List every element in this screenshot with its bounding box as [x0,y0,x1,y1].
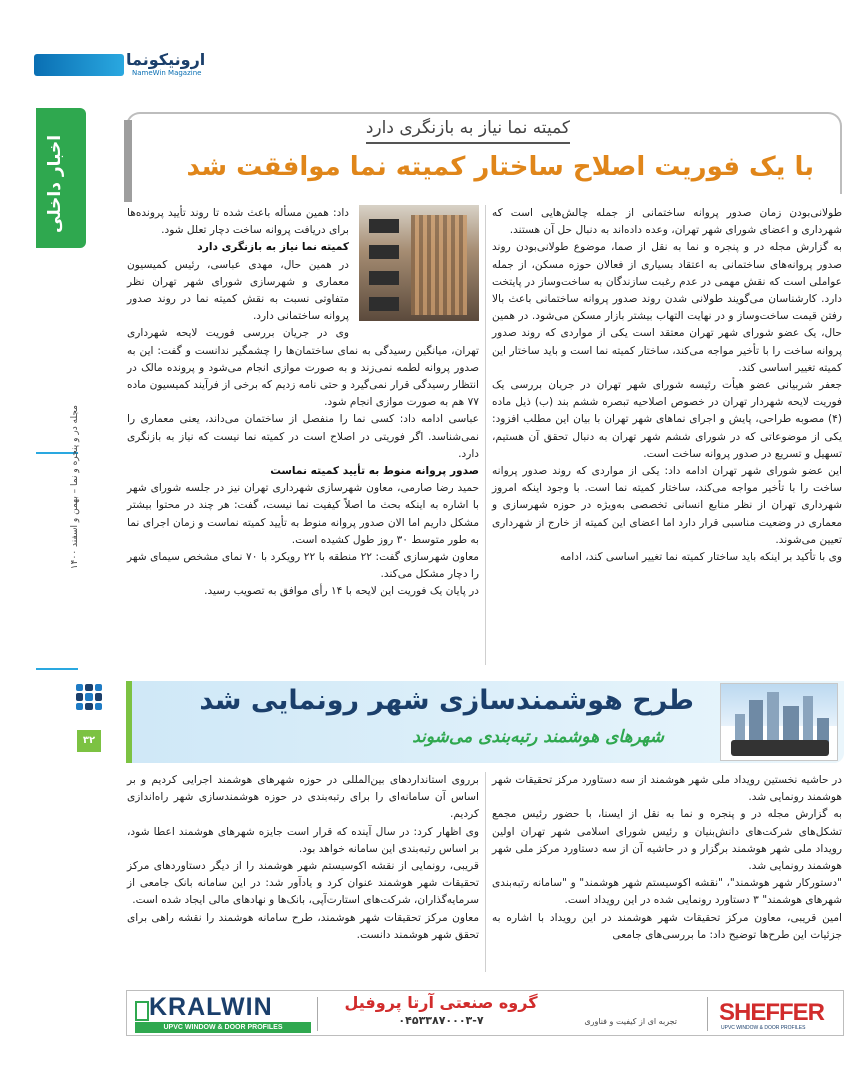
paragraph: در پایان یک فوریت این لایحه با ۱۴ رأی موافق به تصویب رسید. [204,585,479,598]
ad-group-info [323,993,559,1027]
logo-mark [34,54,124,76]
sheffer-logo [719,997,835,1031]
paragraph: جعفر شربیانی عضو هیأت رئیسه شورای شهر تهران در جریان بررسی یک فوریت لایحه شهردار تهران در خصوص اصلاحیه تبصره ششم بند (ب) ذیل ماده (۴) مصوبه طراحی، پایش و اجرای نماهای شهر تهران با بیان این مطلب افزود: یکی از موضوعاتی که در شورای ششم شهر تهران به دنبال تحقق آن هستیم، تسهیل و تسریع در صدور پروانه ساخت است. [492,379,842,460]
section-tab [36,108,86,248]
kralwin-tagline: UPVC WINDOW & DOOR PROFILES [135,1022,311,1033]
subheading: صدور پروانه منوط به تأیید کمیته نماست [270,465,479,478]
article1-kicker: کمیته نما نیاز به بازنگری دارد [366,118,570,144]
article1-left-column [127,205,479,601]
subheading: کمیته نما نیاز به بازنگری دارد [197,241,349,254]
paragraph: برروی استانداردهای بین‌المللی در حوزه شهرهای هوشمند اجرایی کردیم و بر اساس آن سامانه‌ای را برای رتبه‌بندی در حوزه هوشمندسازی شهر راه‌اندازی کردیم. [127,774,479,821]
article2-banner [126,681,844,763]
sheffer-brand: SHEFFER [719,999,825,1026]
smart-city-illustration [720,683,838,761]
article1-title: با یک فوریت اصلاح ساختار کمیته نما موافقت شد [186,152,814,182]
logo-subtitle: NameWin Magazine [132,69,202,77]
margin-rule-bottom [36,668,78,670]
ad-group-name: گروه صنعتی آرتا پروفیل [344,993,538,1012]
column-divider [485,205,486,665]
article2-subtitle: شهرهای هوشمند رتبه‌بندی می‌شوند [412,727,664,747]
paragraph: "دستورکار شهر هوشمند"، "نقشه اکوسیستم شهر هوشمند" و "سامانه رتبه‌بندی شهرهای هوشمند" ۳ دستاورد رونمایی شده در این رویداد است. [492,877,842,907]
paragraph: قریبی، رونمایی از نقشه اکوسیستم شهر هوشمند را از دیگر دستاوردهای مرکز تحقیقات شهر هوشمند عنوان کرد و یادآور شد: در این سامانه بانک جامعی از سرمایه‌گذاران، شرکت‌های استارت‌آپی، بانک‌ها و نهادهای مالی ایجاد شده است. [127,860,479,907]
magazine-issue-info: مجله در و پنجره و نما – بهمن و اسفند ۱۴۰۰ [70,405,80,570]
grid-logo-icon [76,684,102,710]
paragraph: به گزارش مجله در و پنجره و نما به نقل از ایسنا، با حضور رئیس مجمع تشکل‌های شرکت‌های دانش‌بنیان و رئیس شورای اسلامی شهر تهران اولین رویداد ملی شهر هوشمند برگزار و در حاشیه آن از سه دستاورد مرکز ملی شهر هوشمند رونمایی شد. [492,808,842,873]
article1-right-column [492,205,842,566]
paragraph: در حاشیه نخستین رویداد ملی شهر هوشمند از سه دستاورد مرکز تحقیقات شهر هوشمند رونمایی شد. [492,774,842,804]
section-tab-label: اخبار داخلی [45,134,65,233]
paragraph: امین قریبی، معاون مرکز تحقیقات شهر هوشمند در این رویداد با اشاره به جزئیات این طرح‌ها توضیح داد: ما بررسی‌های جامعی [492,911,842,941]
paragraph: حمید رضا صارمی، معاون شهرسازی شهرداری تهران نیز در جلسه شورای شهر با اشاره به اینکه بحث ما اصلاً کیفیت نما نیست، گفت: هر چند در محتوا بیشتر مشکل داریم اما الان صدور پروانه منوط به تأیید کمیته نماست و زمان اجرای نما به طور متوسط ۳۰ روز طول کشیده است. [127,482,479,546]
paragraph: در همین حال، مهدی عباسی، رئیس کمیسیون معماری و شهرسازی شورای شهر تهران نظر متفاوتی نسبت به نقش کمیته نما در روند صدور پروانه ساختمانی دارد. [127,258,349,323]
paragraph: وی اظهار کرد: در سال آینده که قرار است جایزه شهرهای هوشمند اعطا شود، بر اساس رتبه‌بندی این سامانه خواهد بود. [127,825,479,855]
paragraph: این عضو شورای شهر تهران ادامه داد: یکی از مواردی که روند صدور پروانه ساخت را با تأخیر مواجه می‌کند، ساختار کمیته نما است. با وجود اینکه امروز شهرداری تهران از نظر منابع انسانی تخصصی به‌ویژه در حوزه شهرسازی و معماری در وضعیت مناسبی قرار دارد اما اعضای این کمیته از خارج از شهرداری تعیین می‌شوند. [492,465,842,546]
paragraph: داد: همین مسأله باعث شده تا روند تأیید پرونده‌ها برای دریافت پروانه ساخت دچار تعلل شود. [127,207,349,237]
headline-accent-bar [124,120,132,202]
article2-title: طرح هوشمندسازی شهر رونمایی شد [199,685,694,716]
ad-phone: ۰۴۵۳۳۸۷۰۰۰۳-۷ [398,1014,484,1027]
kralwin-logo [135,995,311,1033]
advertisement-banner[interactable] [126,990,844,1036]
magazine-logo [34,48,224,82]
column-divider [485,772,486,972]
paragraph: به گزارش مجله در و پنجره و نما به نقل از صما، موضوع طولانی‌بودن روند صدور پروانه‌های ساختمانی به اعتقاد بسیاری از فعالان حوزه مسکن، از جمله عواملی است که نقش مهمی در عدم رغبت سازندگان به ساخت‌وساز در پایتخت دارد. کارشناسان می‌گویند طولانی شدن روند صدور پروانه ساختمانی باعث بالا رفتن قیمت ساخت‌وساز و در نهایت التهاب بیشتر بازار مسکن می‌شود. در همین حال، یک عضو شورای شهر تهران معتقد است یکی از مواردی که روند صدور پروانه ساخت را با تأخیر مواجه می‌کند، ساختار کمیته نما است و باید ساختار این کمیته تغییر اساسی کند. [492,241,842,374]
article1-headline [126,112,842,194]
article2-left-column [127,772,479,944]
paragraph: وی با تأکید بر اینکه باید ساختار کمیته نما تغییر اساسی کند، ادامه [559,551,842,564]
ad-slogan: تجربه ای از کیفیت و فناوری [584,1017,677,1026]
paragraph: طولانی‌بودن زمان صدور پروانه ساختمانی از جمله چالش‌هایی است که شهرداری و اعضای شورای شهر تهران، وعده داده‌اند به دنبال حل آن هستند. [492,207,842,237]
ad-separator [317,997,318,1031]
logo-title: ارونیکونما [126,50,206,69]
paragraph: معاون مرکز تحقیقات شهر هوشمند، طرح سامانه هوشمند را نقشه راهی برای تحقق شهر هوشمند دانست. [127,911,479,941]
paragraph: وی در جریان بررسی فوریت لایحه شهرداری تهران، میانگین رسیدگی به نمای ساختمان‌ها را چشمگیر ندانست و گفت: این به صدور پروانه لطمه نمی‌زند و به صورت موازی انجام می‌شود و پرونده مالک در انتظار رسیدگی قرار نمی‌گیرد و حتی نامه زدیم که برخی از فرآیند کمیسیون ماده ۷۷ هم به صورت موازی انجام شود. [127,327,479,409]
page-number: ۳۲ [77,730,101,752]
paragraph: عباسی ادامه داد: کسی نما را منفصل از ساختمان می‌داند، یعنی معماری را نمی‌شناسد. اگر فوریتی در اصلاح است در کمیته نما نیست که نیاز به بازنگری دارد. [127,413,479,460]
article2-right-column [492,772,842,944]
paragraph: معاون شهرسازی گفت: ۲۲ منطقه با ۲۲ رویکرد با ۷۰ نمای مشخص سیمای شهر را دچار مشکل می‌کند. [127,551,479,581]
building-photo [359,205,479,321]
window-icon [135,1001,149,1021]
kralwin-brand: KRALWIN [149,993,273,1021]
ad-separator [707,997,708,1031]
sheffer-tagline: UPVC WINDOW & DOOR PROFILES [721,1025,806,1031]
banner-accent-strip [126,681,132,763]
